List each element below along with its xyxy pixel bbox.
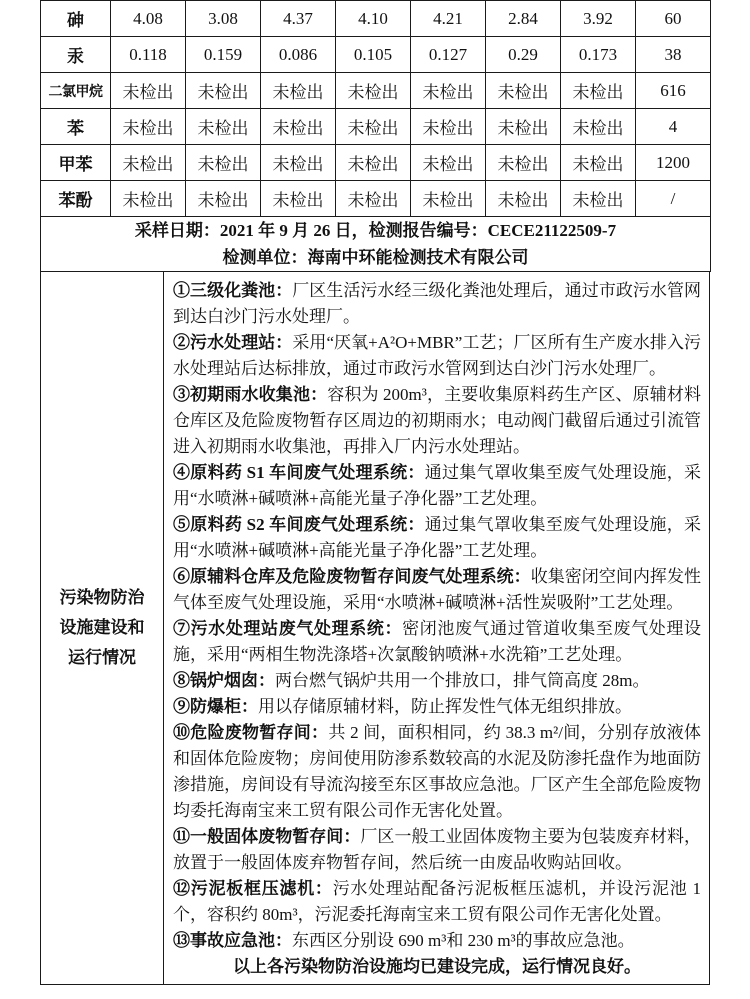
measurement-value: 4.37 (261, 1, 336, 37)
measurement-value: 4.08 (111, 1, 186, 37)
facility-item-body: 容积为 200m³，主要收集原料药生产区、原辅材料仓库区及危险废物暂存区周边的初期雨水；电动阀门截留后通过引流管进入初期雨水收集池，再排入厂内污水处理站。 (173, 385, 701, 456)
facility-item-head: ⑧锅炉烟囱： (173, 671, 275, 690)
facilities-section-label (41, 272, 164, 984)
measurement-value: 未检出 (261, 109, 336, 145)
facilities-content (164, 272, 709, 984)
pollutant-name: 砷 (41, 1, 111, 37)
measurement-value: 0.29 (486, 37, 561, 73)
measurement-value: 0.118 (111, 37, 186, 73)
measurement-value: 未检出 (411, 109, 486, 145)
facility-item (173, 720, 701, 824)
facility-item-body: 共 2 间，面积相同，约 38.3 m²/间，分别存放液体和固体危险废物；房间使用防渗系数较高的水泥及防渗托盘作为地面防渗措施，房间设有导流沟接至东区事故应急池。厂区产生全部危险废物均委托海南宝来工贸有限公司作无害化处置。 (173, 723, 701, 820)
facility-item-body: 厂区一般工业固体废物主要为包装废弃材料，放置于一般固体废弃物暂存间，然后统一由废品收购站回收。 (173, 827, 702, 872)
facility-item (173, 824, 701, 876)
facility-item (173, 876, 701, 928)
facility-item (173, 330, 701, 382)
facility-item-head: ⑬事故应急池： (173, 931, 292, 950)
measurement-value: 未检出 (186, 109, 261, 145)
limit-value: 4 (636, 109, 711, 145)
measurement-value: 未检出 (411, 73, 486, 109)
measurement-value: 未检出 (336, 73, 411, 109)
document-page (40, 0, 710, 985)
measurement-value: 未检出 (186, 181, 261, 217)
measurement-value: 3.92 (561, 1, 636, 37)
facility-item-head: ⑦污水处理站废气处理系统： (173, 619, 403, 638)
measurement-value: 未检出 (111, 73, 186, 109)
facility-item-head: ⑩危险废物暂存间： (173, 723, 329, 742)
sampling-info-cell (41, 217, 711, 272)
table-row (41, 73, 711, 109)
measurement-value: 3.08 (186, 1, 261, 37)
measurement-value: 未检出 (186, 145, 261, 181)
facility-item-body: 通过集气罩收集至废气处理设施，采用“水喷淋+碱喷淋+高能光量子净化器”工艺处理。 (173, 515, 701, 560)
pollutant-name: 汞 (41, 37, 111, 73)
measurement-value: 4.21 (411, 1, 486, 37)
facility-item-body: 收集密闭空间内挥发性气体至废气处理设施，采用“水喷淋+碱喷淋+活性炭吸附”工艺处理。 (173, 567, 702, 612)
pollutant-name: 苯 (41, 109, 111, 145)
facility-item (173, 382, 701, 460)
measurement-value: 0.173 (561, 37, 636, 73)
facility-item-head: ⑤原料药 S2 车间废气处理系统： (173, 515, 425, 534)
facility-item-body: 用以存储原辅材料，防止挥发性气体无组织排放。 (258, 697, 632, 716)
measurement-value: 未检出 (336, 109, 411, 145)
measurement-value: 未检出 (561, 145, 636, 181)
facility-item-head: ⑪一般固体废物暂存间： (173, 827, 361, 846)
facility-item (173, 668, 701, 694)
facility-item-body: 东西区分别设 690 m³和 230 m³的事故应急池。 (292, 931, 635, 950)
measurement-value: 0.105 (336, 37, 411, 73)
measurement-value: 未检出 (486, 145, 561, 181)
facility-item-head: ①三级化粪池： (173, 281, 293, 300)
table-row (41, 109, 711, 145)
facility-item-body: 厂区生活污水经三级化粪池处理后，通过市政污水管网到达白沙门污水处理厂。 (173, 281, 701, 326)
facility-item-body: 两台燃气锅炉共用一个排放口，排气筒高度 28m。 (275, 671, 650, 690)
measurement-value: 未检出 (411, 145, 486, 181)
limit-value: 38 (636, 37, 711, 73)
facility-item (173, 278, 701, 330)
facilities-label-line: 设施建设和 (59, 618, 145, 637)
measurement-value: 未检出 (561, 73, 636, 109)
facility-item-body: 密闭池废气通过管道收集至废气处理设施，采用“两相生物洗涤塔+次氯酸钠喷淋+水洗箱”工艺处理。 (173, 619, 702, 664)
limit-value: / (636, 181, 711, 217)
facility-item (173, 564, 701, 616)
facility-item (173, 694, 701, 720)
table-row (41, 181, 711, 217)
measurement-value: 0.127 (411, 37, 486, 73)
sampling-info-row (41, 217, 711, 272)
facility-item-body: 污水处理站配备污泥板框压滤机，并设污泥池 1 个，容积约 80m³，污泥委托海南宝来工贸有限公司作无害化处置。 (173, 879, 702, 924)
limit-value: 616 (636, 73, 711, 109)
measurement-value: 未检出 (111, 109, 186, 145)
facility-item (173, 512, 701, 564)
limit-value: 60 (636, 1, 711, 37)
monitoring-table (40, 0, 711, 272)
facility-item-head: ②污水处理站： (173, 333, 293, 352)
facility-item-head: ⑥原辅料仓库及危险废物暂存间废气处理系统： (173, 567, 531, 586)
measurement-value: 未检出 (486, 181, 561, 217)
measurement-value: 未检出 (561, 109, 636, 145)
measurement-value: 未检出 (261, 181, 336, 217)
facility-item-head: ⑨防爆柜： (173, 697, 258, 716)
monitoring-table-body (41, 1, 711, 217)
testing-unit-line: 检测单位：海南中环能检测技术有限公司 (222, 248, 529, 267)
measurement-value: 未检出 (111, 145, 186, 181)
measurement-value: 4.10 (336, 1, 411, 37)
measurement-value: 未检出 (186, 73, 261, 109)
facility-item-body: 采用“厌氧+A²O+MBR”工艺；厂区所有生产废水排入污水处理站后达标排放，通过市政污水管网到达白沙门污水处理厂。 (173, 333, 702, 378)
table-row (41, 37, 711, 73)
facilities-section (40, 272, 710, 985)
table-row (41, 1, 711, 37)
facilities-label-line: 运行情况 (68, 648, 136, 667)
facility-item-head: ⑫污泥板框压滤机： (173, 879, 333, 898)
table-row (41, 145, 711, 181)
measurement-value: 未检出 (336, 181, 411, 217)
measurement-value: 0.086 (261, 37, 336, 73)
measurement-value: 0.159 (186, 37, 261, 73)
pollutant-name: 甲苯 (41, 145, 111, 181)
facility-item-head: ③初期雨水收集池： (173, 385, 328, 404)
measurement-value: 未检出 (261, 73, 336, 109)
measurement-value: 未检出 (411, 181, 486, 217)
facilities-label-line: 污染物防治 (59, 588, 145, 607)
measurement-value: 未检出 (111, 181, 186, 217)
facility-item (173, 460, 701, 512)
facility-item-body: 通过集气罩收集至废气处理设施，采用“水喷淋+碱喷淋+高能光量子净化器”工艺处理。 (173, 463, 701, 508)
measurement-value: 未检出 (486, 109, 561, 145)
closing-statement: 以上各污染物防治设施均已建设完成，运行情况良好。 (233, 957, 641, 976)
pollutant-name: 苯酚 (41, 181, 111, 217)
limit-value: 1200 (636, 145, 711, 181)
facility-item (173, 928, 701, 954)
sampling-date-line: 采样日期：2021 年 9 月 26 日，检测报告编号：CECE21122509-7 (134, 221, 617, 240)
measurement-value: 未检出 (561, 181, 636, 217)
facility-item-head: ④原料药 S1 车间废气处理系统： (173, 463, 425, 482)
facility-items (173, 278, 701, 954)
facility-item (173, 616, 701, 668)
pollutant-name: 二氯甲烷 (41, 73, 111, 109)
measurement-value: 未检出 (486, 73, 561, 109)
measurement-value: 未检出 (336, 145, 411, 181)
measurement-value: 未检出 (261, 145, 336, 181)
measurement-value: 2.84 (486, 1, 561, 37)
